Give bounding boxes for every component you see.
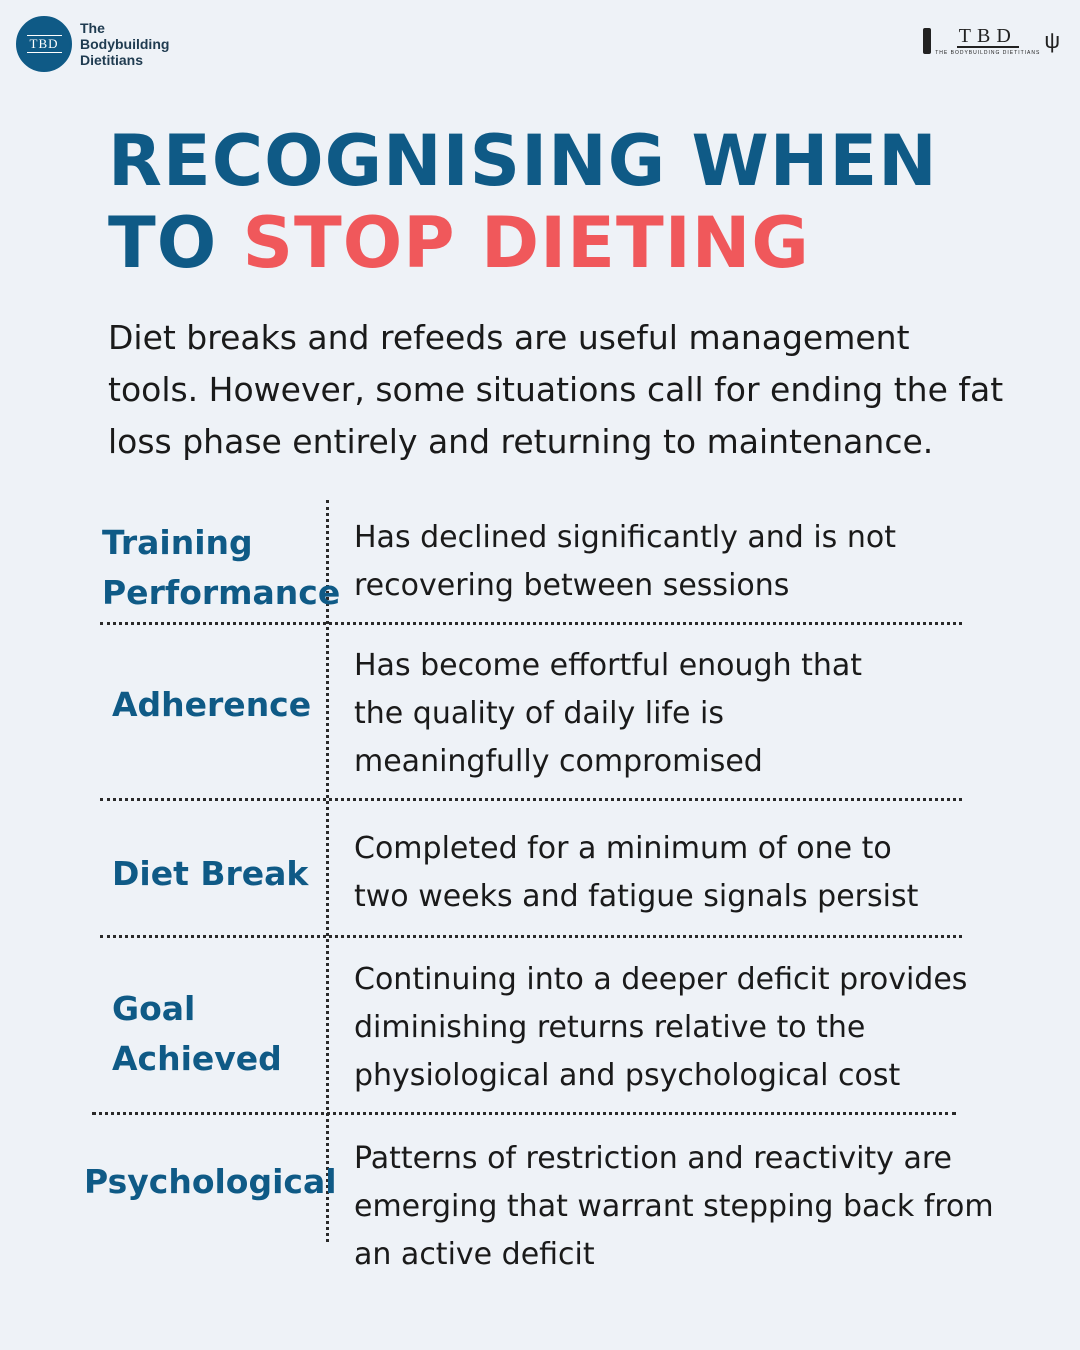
row-label-psychological: Psychological (84, 1162, 337, 1201)
row-divider (100, 798, 962, 801)
fork-icon: ψ (1044, 28, 1060, 53)
brand-name-line2: Bodybuilding (80, 36, 170, 52)
badge-text: TBD (27, 35, 62, 53)
row-divider (92, 1112, 956, 1115)
row-description-psychological: Patterns of restriction and reactivity are emerging that warrant stepping back from an active deficit (354, 1141, 994, 1272)
row-divider (100, 622, 962, 625)
brand-subtitle: THE BODYBUILDING DIETITIANS (935, 50, 1041, 56)
row-description-diet-break: Completed for a minimum of one to two weeks and fatigue signals persist (354, 831, 919, 914)
title-prefix: TO (108, 202, 243, 284)
row-divider (100, 935, 962, 938)
row-label-goal-achieved: Goal Achieved (112, 989, 282, 1078)
brand-letters: TBD (958, 25, 1017, 47)
title-line1: RECOGNISING WHEN (108, 120, 938, 202)
row-description-goal-achieved: Continuing into a deeper deficit provides diminishing returns relative to the physiological and psychological cost (354, 962, 968, 1093)
row-label-training-performance: Training Performance (102, 523, 341, 612)
title-accent: STOP DIETING (242, 202, 810, 284)
row-label-diet-break: Diet Break (112, 854, 309, 893)
brand-name-line1: The (80, 20, 105, 36)
intro-paragraph: Diet breaks and refeeds are useful management tools. However, some situations call for ending the fat loss phase entirely and returning to maintenance. (108, 318, 1004, 461)
row-label-adherence: Adherence (112, 685, 312, 724)
row-description-adherence: Has become effortful enough that the quality of daily life is meaningfully compromised (354, 648, 863, 779)
row-description-training-performance: Has declined significantly and is not recovering between sessions (354, 520, 896, 603)
brand-name-line3: Dietitians (80, 52, 144, 68)
